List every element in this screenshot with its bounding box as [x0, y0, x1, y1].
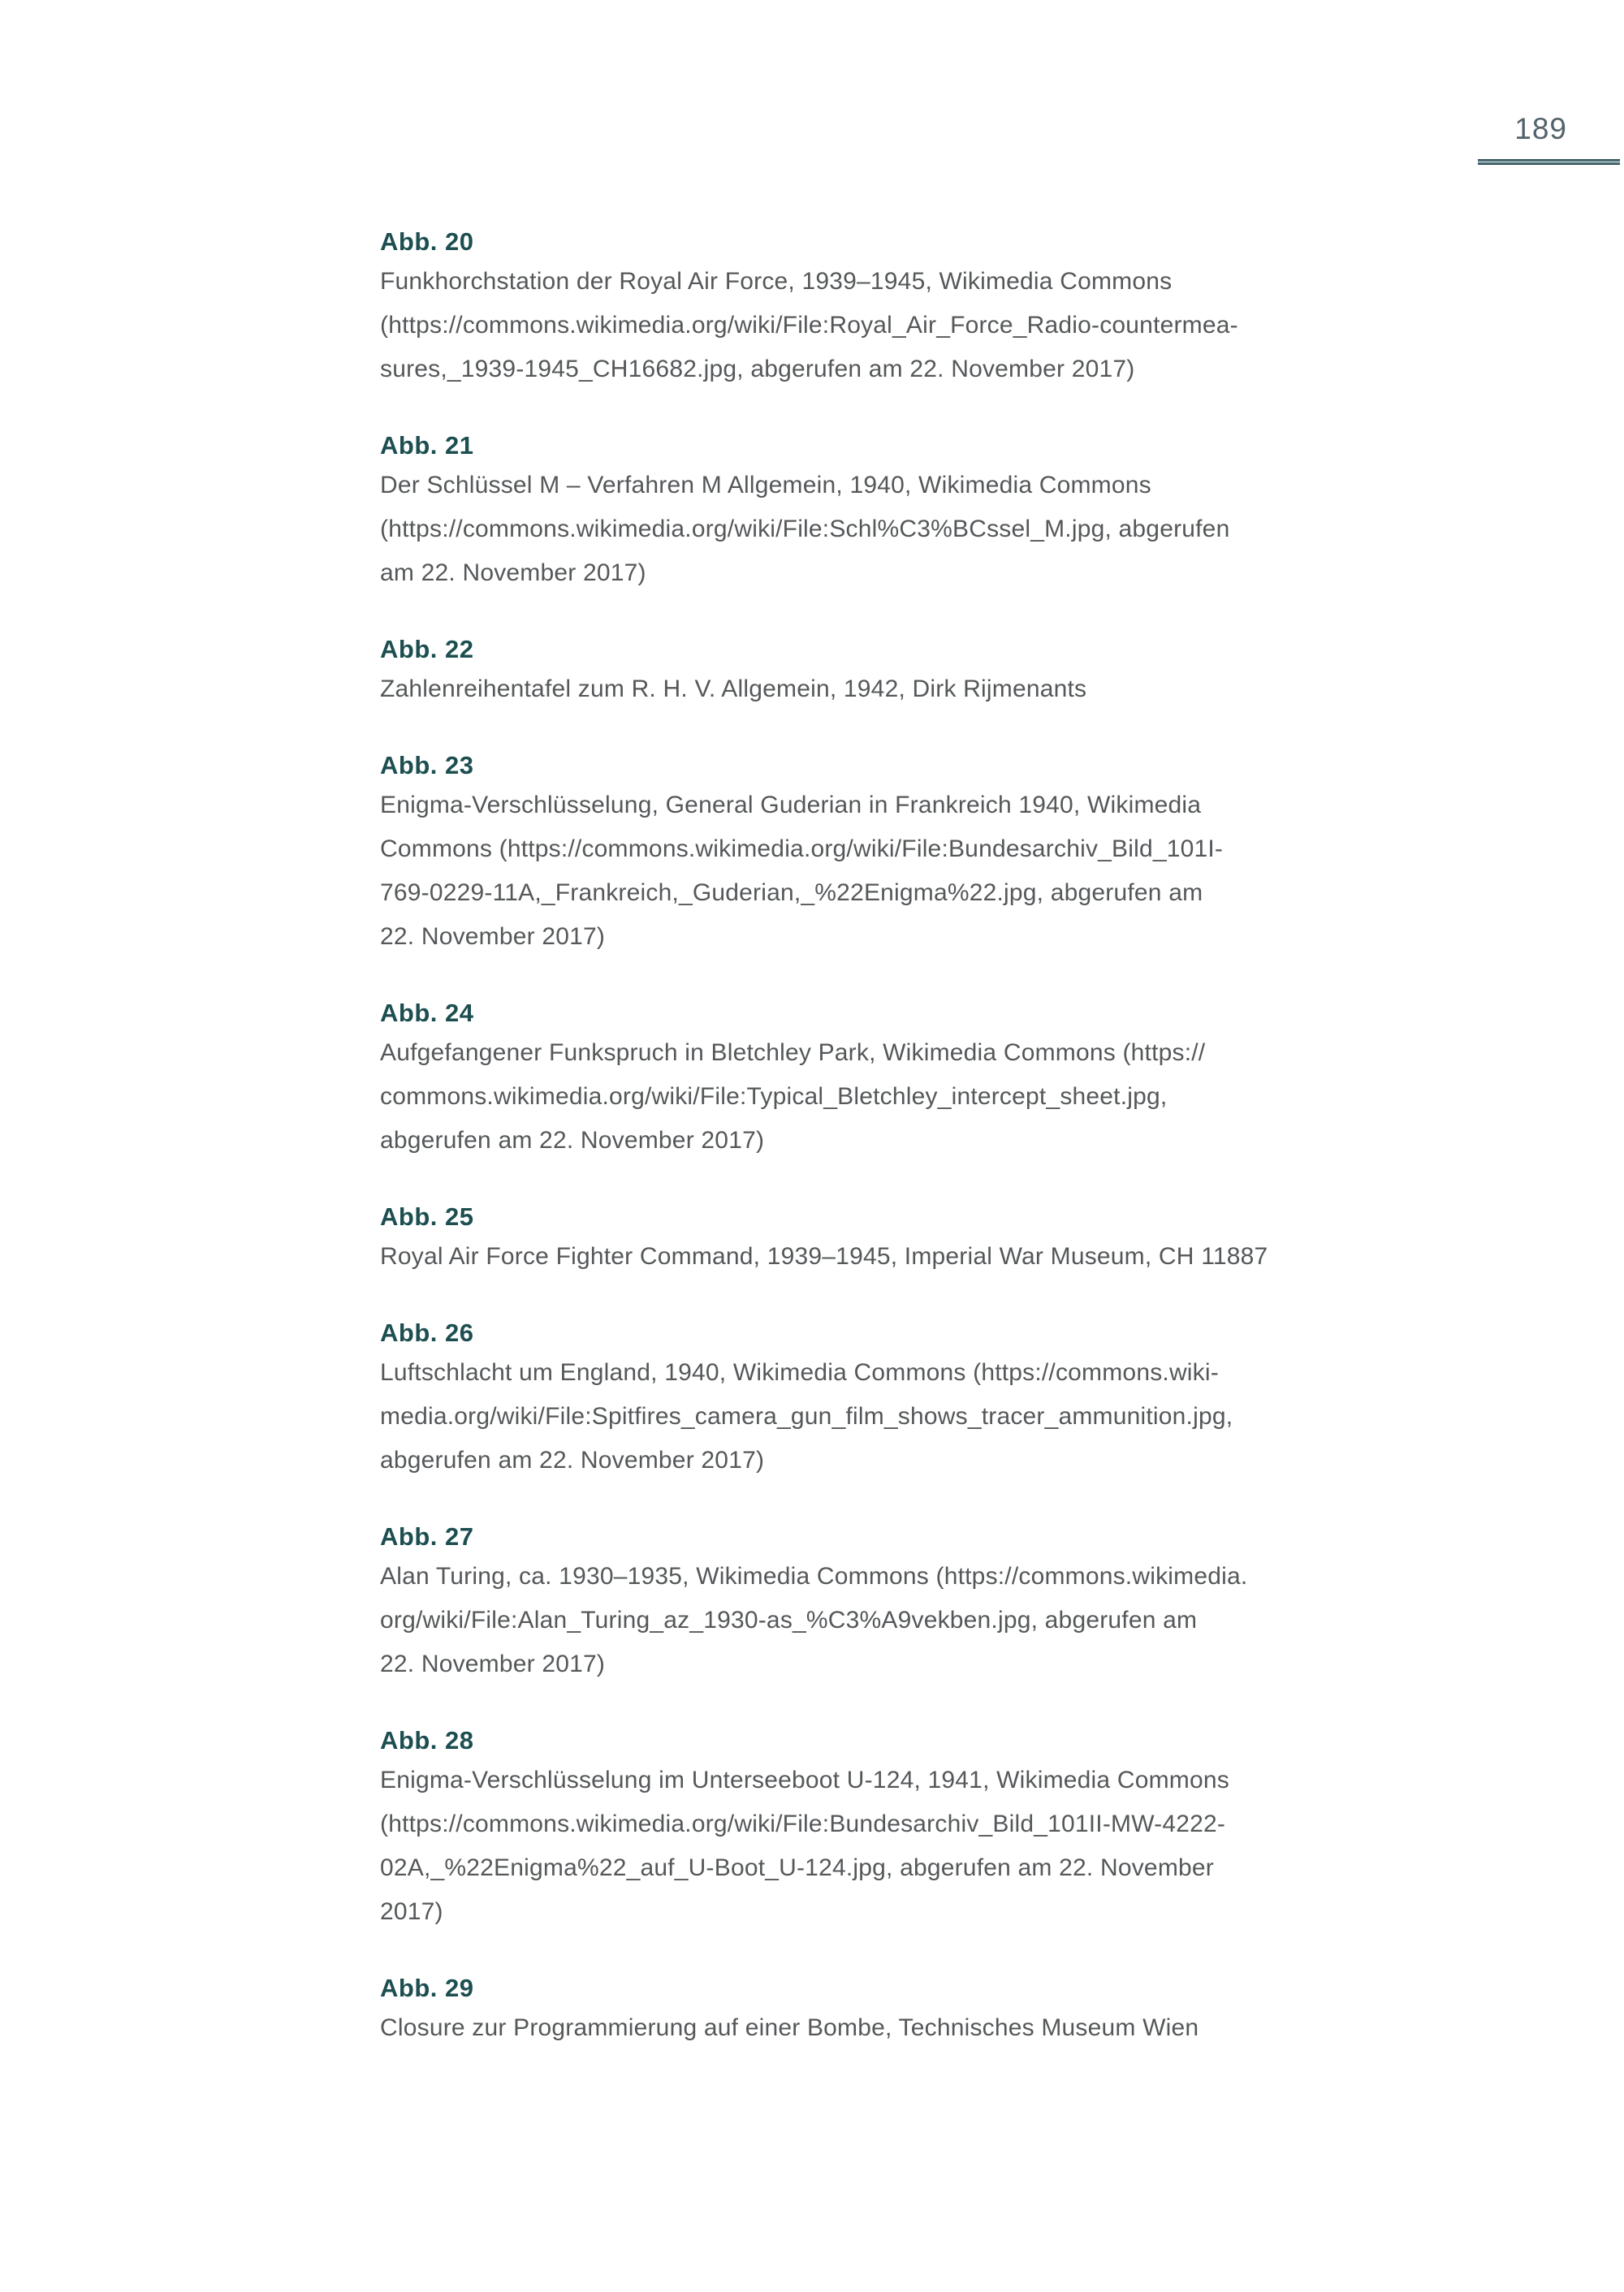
figure-entry — [380, 1315, 1484, 1483]
figure-entry — [380, 1199, 1484, 1279]
figure-entry — [380, 1519, 1484, 1686]
figure-caption-line: 22. November 2017) — [380, 923, 606, 950]
figure-caption-line: 769-0229-11A,_Frankreich,_Guderian,_%22Enigma%22.jpg, abgerufen am — [380, 879, 1203, 906]
figure-label: Abb. 21 — [380, 431, 474, 460]
figure-caption-line: (https://commons.wikimedia.org/wiki/File:Schl%C3%BCssel_M.jpg, abgerufen — [380, 516, 1230, 542]
figure-label: Abb. 20 — [380, 227, 474, 256]
figure-label: Abb. 28 — [380, 1726, 474, 1755]
figure-caption-line: Funkhorchstation der Royal Air Force, 1939–1945, Wikimedia Commons — [380, 268, 1173, 295]
figure-caption-line: media.org/wiki/File:Spitfires_camera_gun_film_shows_tracer_ammunition.jpg, — [380, 1403, 1233, 1430]
figure-caption-line: commons.wikimedia.org/wiki/File:Typical_Bletchley_intercept_sheet.jpg, — [380, 1083, 1168, 1110]
figure-caption-line: abgerufen am 22. November 2017) — [380, 1447, 765, 1474]
figure-caption-line: (https://commons.wikimedia.org/wiki/File:Bundesarchiv_Bild_101II-MW-4222- — [380, 1811, 1226, 1837]
figure-caption-line: 02A,_%22Enigma%22_auf_U-Boot_U-124.jpg, abgerufen am 22. November — [380, 1854, 1214, 1881]
figure-caption-line: Der Schlüssel M – Verfahren M Allgemein, 1940, Wikimedia Commons — [380, 472, 1151, 499]
figure-caption-line: Enigma-Verschlüsselung, General Guderian in Frankreich 1940, Wikimedia — [380, 792, 1202, 818]
figure-caption-line: 2017) — [380, 1898, 443, 1925]
figure-caption-line: Royal Air Force Fighter Command, 1939–1945, Imperial War Museum, CH 11887 — [380, 1243, 1268, 1270]
figure-entry — [380, 632, 1484, 711]
figure-entry — [380, 428, 1484, 595]
figure-entry — [380, 1723, 1484, 1934]
header-rule — [1478, 159, 1620, 165]
figure-label: Abb. 23 — [380, 751, 474, 779]
figure-caption-line: am 22. November 2017) — [380, 559, 646, 586]
figure-label: Abb. 27 — [380, 1522, 474, 1551]
figure-label: Abb. 24 — [380, 999, 474, 1027]
figure-caption-line: Zahlenreihentafel zum R. H. V. Allgemein, 1942, Dirk Rijmenants — [380, 676, 1087, 702]
figure-entry — [380, 1970, 1484, 2050]
figure-entry — [380, 748, 1484, 959]
figure-caption-line: (https://commons.wikimedia.org/wiki/File:Royal_Air_Force_Radio-countermea- — [380, 312, 1238, 339]
figure-label: Abb. 26 — [380, 1319, 474, 1347]
figure-caption-line: 22. November 2017) — [380, 1651, 606, 1677]
figure-caption-line: Luftschlacht um England, 1940, Wikimedia Commons (https://commons.wiki- — [380, 1359, 1219, 1386]
figure-caption-line: Commons (https://commons.wikimedia.org/wiki/File:Bundesarchiv_Bild_101I- — [380, 835, 1224, 862]
page-number: 189 — [1514, 112, 1567, 145]
figure-label: Abb. 22 — [380, 635, 474, 663]
figure-label: Abb. 29 — [380, 1974, 474, 2002]
figure-entry — [380, 224, 1484, 391]
figure-caption-line: Closure zur Programmierung auf einer Bombe, Technisches Museum Wien — [380, 2014, 1199, 2041]
figure-caption-line: Alan Turing, ca. 1930–1935, Wikimedia Commons (https://commons.wikimedia. — [380, 1563, 1248, 1590]
figure-caption-line: Aufgefangener Funkspruch in Bletchley Park, Wikimedia Commons (https:// — [380, 1039, 1206, 1066]
figure-caption-line: sures,_1939-1945_CH16682.jpg, abgerufen am 22. November 2017) — [380, 356, 1135, 382]
figure-caption-line: org/wiki/File:Alan_Turing_az_1930-as_%C3%A9vekben.jpg, abgerufen am — [380, 1607, 1198, 1634]
figure-label: Abb. 25 — [380, 1202, 474, 1231]
figure-caption-line: abgerufen am 22. November 2017) — [380, 1127, 765, 1154]
figure-entry — [380, 995, 1484, 1163]
figure-caption-line: Enigma-Verschlüsselung im Unterseeboot U-124, 1941, Wikimedia Commons — [380, 1767, 1229, 1793]
figure-credits-list — [380, 224, 1484, 2087]
